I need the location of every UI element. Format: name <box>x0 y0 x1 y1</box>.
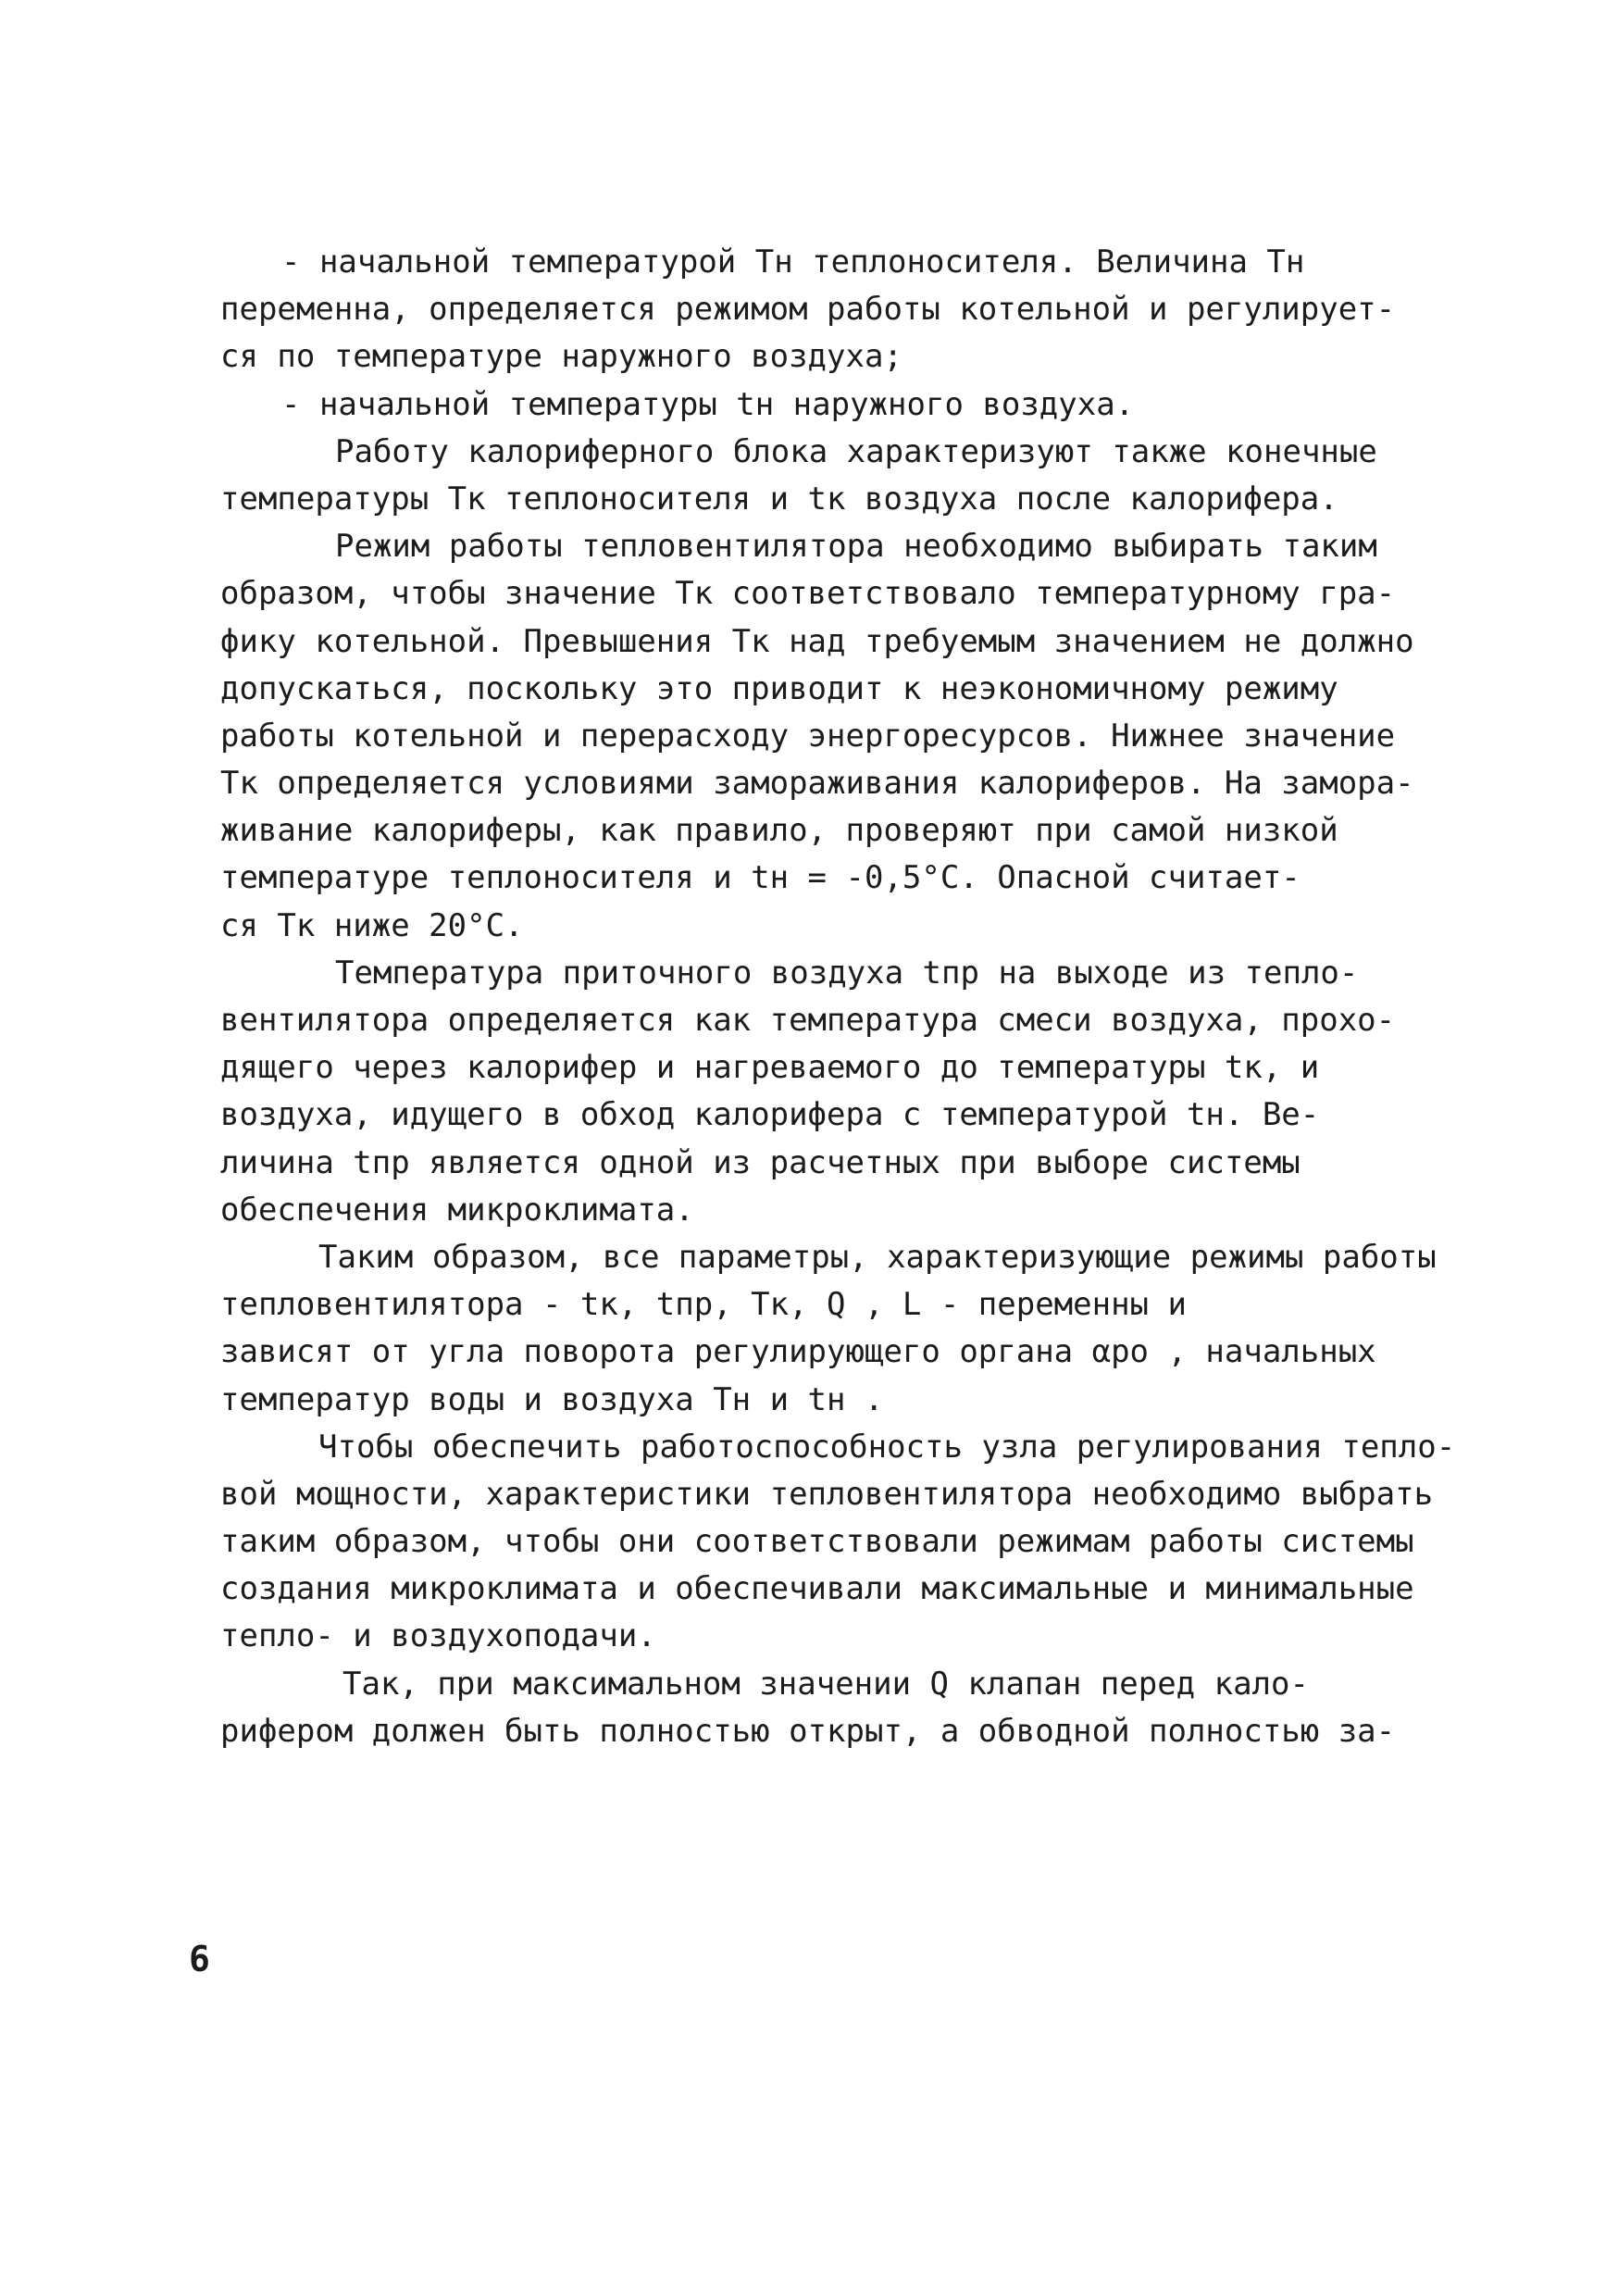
text-line: тепловентилятора - tк, tпр, Tк, Q , L - переменны и <box>220 1286 1187 1324</box>
text-line: Работу калориферного блока характеризуют также конечные <box>335 432 1377 470</box>
text-line: температуры Tк теплоносителя и tк воздуха после калорифера. <box>220 480 1338 518</box>
text-line: вентилятора определяется как температура смеси воздуха, прохо- <box>220 1002 1396 1039</box>
text-line: ся Tк ниже 20°C. <box>220 906 524 944</box>
text-line: тепло- и воздухоподачи. <box>220 1617 656 1655</box>
text-line: образом, чтобы значение Tк соответствовало температурному гра- <box>220 575 1396 613</box>
text-line: живание калориферы, как правило, проверяют при самой низкой <box>220 812 1338 850</box>
text-line: ся по температуре наружного воздуха; <box>220 338 902 376</box>
body-text <box>220 239 1461 1755</box>
text-line: Таким образом, все параметры, характеризующие режимы работы <box>318 1238 1437 1276</box>
text-line: фику котельной. Превышения Tк над требуемым значением не должно <box>220 622 1414 660</box>
text-line: зависят от угла поворота регулирующего органа αро , начальных <box>220 1333 1376 1371</box>
text-line: переменна, определяется режимом работы котельной и регулирует- <box>220 291 1396 329</box>
page-number: 6 <box>189 1939 210 1979</box>
text-line: работы котельной и перерасходу энергоресурсов. Нижнее значение <box>220 717 1396 755</box>
text-line: Так, при максимальном значении Q клапан перед кало- <box>342 1665 1309 1703</box>
text-line: дящего через калорифер и нагреваемого до температуры tк, и <box>220 1049 1320 1087</box>
text-line: воздуха, идущего в обход калорифера с температурой tн. Ве- <box>220 1096 1320 1134</box>
text-line: - начальной температуры tн наружного воздуха. <box>281 385 1135 423</box>
text-line: - начальной температурой Tн теплоносителя. Величина Tн <box>281 243 1305 281</box>
text-line: Чтобы обеспечить работоспособность узла регулирования тепло- <box>318 1428 1456 1466</box>
text-line: температуре теплоносителя и tн = -0,5°C. Опасной считает- <box>220 859 1301 897</box>
text-line: таким образом, чтобы они соответствовали режимам работы системы <box>220 1523 1414 1561</box>
text-line: рифером должен быть полностью открыт, а обводной полностью за- <box>220 1712 1396 1750</box>
text-line: личина tпр является одной из расчетных при выборе системы <box>220 1143 1301 1181</box>
text-line: Tк определяется условиями замораживания калориферов. На замора- <box>220 765 1414 803</box>
text-line: создания микроклимата и обеспечивали максимальные и минимальные <box>220 1570 1414 1608</box>
text-line: Режим работы тепловентилятора необходимо выбирать таким <box>335 528 1377 566</box>
text-line: вой мощности, характеристики тепловентилятора необходимо выбрать <box>220 1475 1434 1513</box>
text-line: температур воды и воздуха Tн и tн . <box>220 1380 884 1418</box>
text-line: Температура приточного воздуха tпр на выходе из тепло- <box>335 954 1359 992</box>
text-line: допускаться, поскольку это приводит к неэкономичному режиму <box>220 669 1338 707</box>
text-line: обеспечения микроклимата. <box>220 1191 694 1229</box>
